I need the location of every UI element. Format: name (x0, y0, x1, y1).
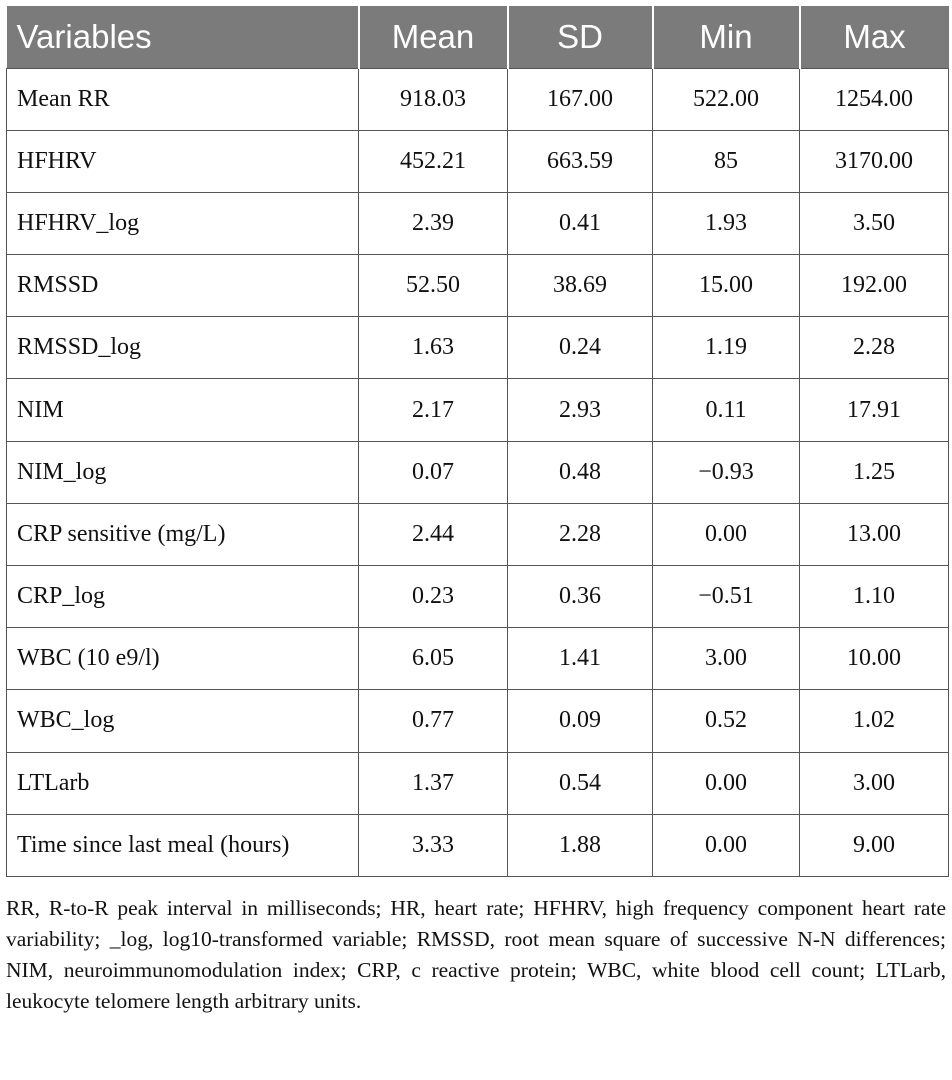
cell-mean: 0.23 (359, 566, 508, 628)
cell-min: −0.93 (653, 441, 800, 503)
table-row (7, 379, 949, 441)
cell-max: 10.00 (800, 628, 949, 690)
cell-sd: 1.88 (508, 814, 653, 876)
table-row (7, 752, 949, 814)
table-row (7, 255, 949, 317)
cell-sd: 0.09 (508, 690, 653, 752)
cell-sd: 663.59 (508, 130, 653, 192)
cell-mean: 2.39 (359, 192, 508, 254)
cell-sd: 0.54 (508, 752, 653, 814)
cell-variable: RMSSD (7, 255, 359, 317)
table-row (7, 690, 949, 752)
cell-mean: 1.37 (359, 752, 508, 814)
cell-sd: 167.00 (508, 68, 653, 130)
table-header (7, 6, 949, 68)
cell-min: 85 (653, 130, 800, 192)
cell-mean: 2.44 (359, 503, 508, 565)
cell-max: 17.91 (800, 379, 949, 441)
cell-variable: CRP_log (7, 566, 359, 628)
cell-mean: 6.05 (359, 628, 508, 690)
table-row (7, 628, 949, 690)
table-row (7, 68, 949, 130)
cell-variable: WBC_log (7, 690, 359, 752)
header-sd: SD (508, 6, 653, 68)
cell-max: 9.00 (800, 814, 949, 876)
table-row (7, 503, 949, 565)
cell-max: 2.28 (800, 317, 949, 379)
cell-sd: 0.36 (508, 566, 653, 628)
cell-mean: 3.33 (359, 814, 508, 876)
cell-max: 13.00 (800, 503, 949, 565)
cell-sd: 0.48 (508, 441, 653, 503)
cell-variable: Mean RR (7, 68, 359, 130)
cell-max: 3.00 (800, 752, 949, 814)
cell-variable: HFHRV (7, 130, 359, 192)
cell-sd: 38.69 (508, 255, 653, 317)
cell-mean: 0.07 (359, 441, 508, 503)
cell-min: 0.00 (653, 814, 800, 876)
cell-mean: 52.50 (359, 255, 508, 317)
cell-min: 0.00 (653, 752, 800, 814)
cell-sd: 2.28 (508, 503, 653, 565)
cell-variable: HFHRV_log (7, 192, 359, 254)
descriptive-statistics-table (6, 6, 949, 877)
table-row (7, 192, 949, 254)
cell-min: 0.11 (653, 379, 800, 441)
cell-mean: 918.03 (359, 68, 508, 130)
cell-sd: 2.93 (508, 379, 653, 441)
cell-mean: 452.21 (359, 130, 508, 192)
header-max: Max (800, 6, 949, 68)
cell-min: 3.00 (653, 628, 800, 690)
cell-min: −0.51 (653, 566, 800, 628)
cell-variable: Time since last meal (hours) (7, 814, 359, 876)
cell-max: 3.50 (800, 192, 949, 254)
cell-variable: WBC (10 e9/l) (7, 628, 359, 690)
cell-max: 192.00 (800, 255, 949, 317)
cell-max: 1.02 (800, 690, 949, 752)
cell-variable: RMSSD_log (7, 317, 359, 379)
header-variables: Variables (16, 17, 152, 55)
cell-min: 0.52 (653, 690, 800, 752)
table-row (7, 441, 949, 503)
cell-min: 0.00 (653, 503, 800, 565)
cell-max: 1254.00 (800, 68, 949, 130)
header-row (7, 6, 949, 68)
cell-sd: 0.24 (508, 317, 653, 379)
cell-sd: 0.41 (508, 192, 653, 254)
table-row (7, 130, 949, 192)
cell-max: 1.25 (800, 441, 949, 503)
cell-min: 15.00 (653, 255, 800, 317)
cell-mean: 2.17 (359, 379, 508, 441)
table-row (7, 317, 949, 379)
cell-mean: 0.77 (359, 690, 508, 752)
table-row (7, 814, 949, 876)
header-mean: Mean (359, 6, 508, 68)
cell-variable: LTLarb (7, 752, 359, 814)
cell-mean: 1.63 (359, 317, 508, 379)
cell-sd: 1.41 (508, 628, 653, 690)
table-row (7, 566, 949, 628)
header-min: Min (653, 6, 800, 68)
cell-variable: NIM_log (7, 441, 359, 503)
table-footnote: RR, R-to-R peak interval in milliseconds; HR, heart rate; HFHRV, high frequency component heart rate variability; _log, log10-transformed variable; RMSSD, root mean square of successive N-N differences; NIM, neuroimmunomodulation index; CRP, c reactive protein; WBC, white blood cell count; LTLarb, leukocyte telomere length arbitrary units. (6, 896, 946, 1013)
cell-variable: NIM (7, 379, 359, 441)
table-body (7, 68, 949, 876)
cell-min: 1.93 (653, 192, 800, 254)
cell-max: 1.10 (800, 566, 949, 628)
cell-max: 3170.00 (800, 130, 949, 192)
cell-min: 1.19 (653, 317, 800, 379)
cell-variable: CRP sensitive (mg/L) (7, 503, 359, 565)
cell-min: 522.00 (653, 68, 800, 130)
